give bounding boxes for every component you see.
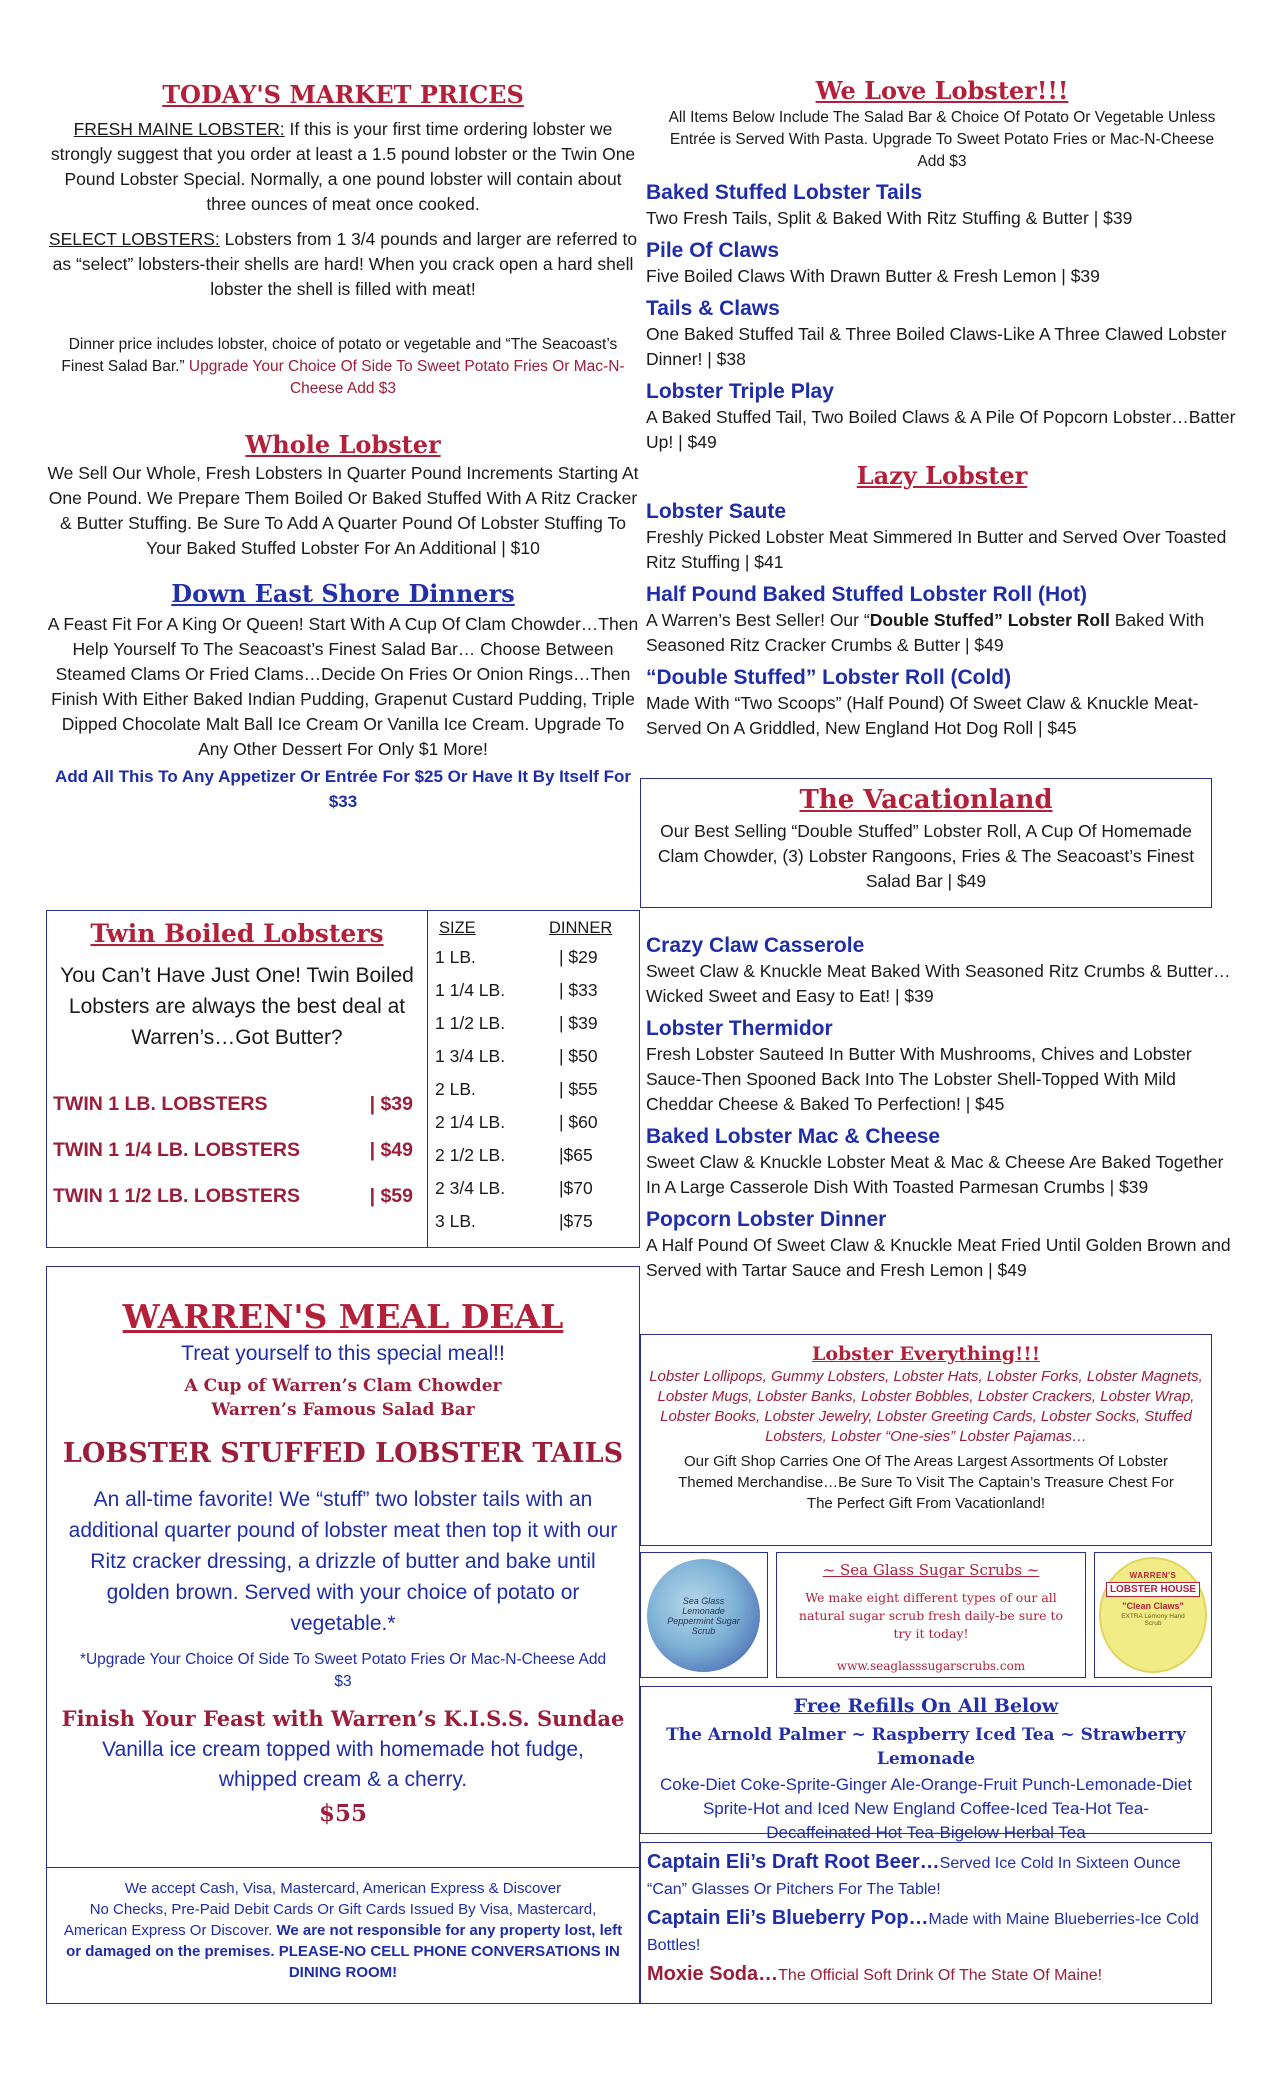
free-refills-title: Free Refills On All Below: [793, 1695, 1059, 1717]
size-row: 1 3/4 LB. | $50: [435, 1046, 598, 1066]
vacationland-box: [640, 778, 1212, 908]
menu-item: Crazy Claw Casserole Sweet Claw & Knuckle Meat Baked With Seasoned Ritz Crumbs & Butter…Wicked Sweet and Easy to Eat! | $39: [646, 934, 1231, 1006]
scrub-jar-image: [647, 1559, 760, 1672]
twin-specials: [53, 1081, 413, 1219]
left-column: [46, 80, 640, 814]
scrub-jar-label: Sea Glass Lemonade Peppermint Sugar Scrub: [667, 1595, 740, 1636]
size-row: 1 1/2 LB. | $39: [435, 1013, 598, 1033]
meal-deal-box: [46, 1266, 640, 2004]
menu-item: Lobster Triple Play A Baked Stuffed Tail, Two Boiled Claws & A Pile Of Popcorn Lobster…Batter Up! | $49: [646, 380, 1236, 452]
refills-specialty-drinks: The Arnold Palmer ~ Raspberry Iced Tea ~ Strawberry Lemonade: [666, 1725, 1186, 1769]
select-lobster-label: SELECT LOBSTERS:: [48, 229, 220, 249]
lobster-everything-box: [640, 1334, 1212, 1546]
dinner-header: DINNER: [549, 918, 613, 937]
menu-item: Popcorn Lobster Dinner A Half Pound Of Sweet Claw & Knuckle Meat Fried Until Golden Brown and Served with Tartar Sauce and Fresh Lemon | $49: [646, 1208, 1231, 1280]
sodas-box: [640, 1842, 1212, 2004]
refills-drinks-list: Coke-Diet Coke-Sprite-Ginger Ale-Orange-Fruit Punch-Lemonade-Diet Sprite-Hot and Iced New England Coffee-Iced Tea-Hot Tea-Decaffeinated Hot Tea-Bigelow Herbal Tea: [660, 1775, 1192, 1842]
property-policy: We are not responsible for any property lost, left or damaged on the premises. PLEASE-NO CELL PHONE CONVERSATIONS IN DINING ROOM!: [66, 1922, 623, 1981]
lazy-lobster-title: Lazy Lobster: [856, 461, 1028, 490]
twin-title: Twin Boiled Lobsters: [90, 919, 384, 948]
twin-special-row: TWIN 1 1/4 LB. LOBSTERS | $49: [53, 1138, 413, 1161]
love-lobster-title: We Love Lobster!!!: [815, 76, 1069, 105]
dinner-upgrade-note: Upgrade Your Choice Of Side To Sweet Potato Fries Or Mac-N-Cheese Add $3: [184, 358, 625, 397]
fresh-lobster-text: If this is your first time ordering lobster we strongly suggest that you order at least a 1.5 pound lobster or the Twin One Pound Lobster Special. Normally, a one pound lobster will contain about three ounces of meat once cooked.: [50, 119, 636, 214]
twin-text: You Can’t Have Just One! Twin Boiled Lobsters are always the best deal at Warren’s…Got Butter?: [60, 964, 414, 1049]
menu-item: Lobster Thermidor Fresh Lobster Sauteed In Butter With Mushrooms, Chives and Lobster Sauce-Then Spooned Back Into The Lobster Shell-Topped With Mild Cheddar Cheese & Baked To Perfection! | $45: [646, 1017, 1192, 1114]
select-lobster-paragraph: [46, 227, 640, 302]
soda-item: Moxie Soda…The Official Soft Drink Of The State Of Maine!: [647, 1963, 1103, 1985]
vacationland-title: The Vacationland: [799, 785, 1053, 815]
twin-left-panel: [47, 911, 428, 1247]
down-east-add-text: Add All This To Any Appetizer Or Entrée For $25 Or Have It By Itself For $33: [55, 767, 631, 811]
menu-item: Pile Of Claws Five Boiled Claws With Drawn Butter & Fresh Lemon | $39: [646, 239, 1100, 286]
meal-deal-subtitle: LOBSTER STUFFED LOBSTER TAILS: [62, 1438, 624, 1469]
size-row: 2 LB. | $55: [435, 1079, 598, 1099]
soda-item: Captain Eli’s Draft Root Beer…Served Ice Cold In Sixteen Ounce “Can” Glasses Or Pitchers For The Table!: [647, 1851, 1181, 1898]
lobster-everything-items: Lobster Lollipops, Gummy Lobsters, Lobster Hats, Lobster Forks, Lobster Magnets, Lobster Mugs, Lobster Banks, Lobster Bobbles, Lobster Crackers, Lobster Wrap, Lobster Books, Lobster Jewelry, Lobster Greeting Cards, Lobster Socks, Stuffed Lobsters, Lobster “One-sies” Lobster Pajamas…: [649, 1368, 1203, 1445]
gift-shop-text: Our Gift Shop Carries One Of The Areas Largest Assortments Of Lobster Themed Merchandise…Be Sure To Visit The Captain’s Treasure Chest For The Perfect Gift From Vacationland!: [678, 1453, 1174, 1512]
payment-section: [47, 1867, 639, 1983]
sea-glass-scrubs-box: [776, 1552, 1086, 1678]
down-east-text: A Feast Fit For A King Or Queen! Start With A Cup Of Clam Chowder…Then Help Yourself To The Seacoast’s Finest Salad Bar… Choose Between Steamed Clams Or Fried Clams…Decide On Fries Or Onion Rings…Then Finish With Either Baked Indian Pudding, Grapenut Custard Pudding, Triple Dipped Chocolate Malt Ball Ice Cream Or Vanilla Ice Cream. Upgrade To Any Other Dessert For Only $1 More!: [47, 614, 639, 759]
sundae-text: Vanilla ice cream topped with homemade hot fudge, whipped cream & a cherry.: [102, 1738, 584, 1791]
meal-deal-text: An all-time favorite! We “stuff” two lobster tails with an additional quarter pound of lobster meat then top it with our Ritz cracker dressing, a drizzle of butter and bake until golden brown. Served with your choice of potato or vegetable.*: [68, 1488, 618, 1635]
select-lobster-text: Lobsters from 1 3/4 pounds and larger are referred to as “select” lobsters-their shells are hard! When you crack open a hard shell lobster the shell is filled with meat!: [52, 229, 638, 299]
dinner-price-note: Dinner price includes lobster, choice of potato or vegetable and “The Seacoast’s Finest Salad Bar.” Upgrade Your Choice Of Side To Sweet Potato Fries Or Mac-N-Cheese Add $3: [61, 336, 625, 397]
size-row: 2 3/4 LB. |$70: [435, 1178, 593, 1198]
market-prices-title: TODAY'S MARKET PRICES: [162, 80, 524, 109]
meal-deal-title: WARREN'S MEAL DEAL: [122, 1297, 564, 1336]
clean-claws-title: "Clean Claws": [1122, 1601, 1184, 1611]
down-east-title: Down East Shore Dinners: [171, 579, 515, 608]
right-column: [646, 76, 1238, 747]
free-refills-box: [640, 1686, 1212, 1842]
fresh-lobster-label: FRESH MAINE LOBSTER:: [73, 119, 285, 139]
menu-item: Half Pound Baked Stuffed Lobster Roll (Hot) A Warren’s Best Seller! Our “Double Stuffed” Lobster Roll Baked With Seasoned Ritz Cracker Crumbs & Butter | $49: [646, 583, 1205, 655]
twin-special-row: TWIN 1 1/2 LB. LOBSTERS | $59: [53, 1184, 413, 1207]
love-lobster-items: [646, 179, 1238, 455]
twin-special-row: TWIN 1 LB. LOBSTERS | $39: [53, 1092, 413, 1115]
sea-glass-text: We make eight different types of our all natural sugar scrub fresh daily-be sure to try it today!: [798, 1590, 1064, 1641]
twin-lobsters-box: [46, 910, 640, 1248]
menu-item: Baked Lobster Mac & Cheese Sweet Claw & Knuckle Lobster Meat & Mac & Cheese Are Baked Together In A Large Casserole Dish With Toasted Parmesan Crumbs | $39: [646, 1125, 1224, 1197]
whole-lobster-title: Whole Lobster: [245, 430, 441, 459]
clean-claws-jar-image: [1099, 1557, 1207, 1673]
lobster-everything-title: Lobster Everything!!!: [811, 1343, 1041, 1365]
love-lobster-note: All Items Below Include The Salad Bar & Choice Of Potato Or Vegetable Unless Entrée is Served With Pasta. Upgrade To Sweet Potato Fries or Mac-N-Cheese Add $3: [668, 109, 1216, 170]
meal-deal-chowder: A Cup of Warren’s Clam Chowder: [184, 1376, 502, 1396]
clean-claws-caption: EXTRA Lemony Hand Scrub: [1121, 1613, 1185, 1627]
menu-item: “Double Stuffed” Lobster Roll (Cold) Made With “Two Scoops” (Half Pound) Of Sweet Claw & Knuckle Meat-Served On A Griddled, New England Hot Dog Roll | $45: [646, 666, 1199, 738]
scrub-jar-left-box: [640, 1552, 768, 1678]
sundae-title: Finish Your Feast with Warren’s K.I.S.S. Sundae: [61, 1706, 625, 1731]
menu-item: Lobster Saute Freshly Picked Lobster Meat Simmered In Butter and Served Over Toasted Ritz Stuffing | $41: [646, 500, 1227, 572]
meal-deal-treat: Treat yourself to this special meal!!: [181, 1342, 505, 1365]
payment-accepted: We accept Cash, Visa, Mastercard, American Express & Discover: [124, 1880, 562, 1897]
casserole-items: [646, 932, 1238, 1289]
clean-claws-brand: WARREN'S: [1129, 1571, 1177, 1580]
size-price-table: [435, 915, 635, 1238]
meal-deal-upgrade: *Upgrade Your Choice Of Side To Sweet Potato Fries Or Mac-N-Cheese Add $3: [79, 1651, 607, 1690]
menu-item: Tails & Claws One Baked Stuffed Tail & Three Boiled Claws-Like A Three Clawed Lobster Dinner! | $38: [646, 297, 1227, 369]
lazy-lobster-items: [646, 498, 1238, 741]
size-table-header: [435, 915, 635, 941]
payment-policy: No Checks, Pre-Paid Debit Cards Or Gift Cards Issued By Visa, Mastercard, American Express Or Discover. We are not responsible for any property lost, left or damaged on the premises. PLEASE-NO CELL PHONE CONVERSATIONS IN DINING ROOM!: [63, 1901, 623, 1981]
sea-glass-title: ~ Sea Glass Sugar Scrubs ~: [822, 1561, 1040, 1579]
size-row: 2 1/2 LB. |$65: [435, 1145, 593, 1165]
soda-item: Captain Eli’s Blueberry Pop…Made with Maine Blueberries-Ice Cold Bottles!: [647, 1907, 1199, 1954]
fresh-lobster-paragraph: [46, 117, 640, 217]
meal-deal-price: $55: [318, 1800, 367, 1827]
menu-item: Baked Stuffed Lobster Tails Two Fresh Tails, Split & Baked With Ritz Stuffing & Butter | $39: [646, 181, 1133, 228]
size-header: SIZE: [439, 918, 476, 937]
vacationland-text: Our Best Selling “Double Stuffed” Lobster Roll, A Cup Of Homemade Clam Chowder, (3) Lobster Rangoons, Fries & The Seacoast’s Finest Salad Bar | $49: [657, 821, 1195, 891]
size-row: 3 LB. |$75: [435, 1211, 593, 1231]
sea-glass-url: www.seaglasssugarscrubs.com: [836, 1659, 1026, 1673]
clean-claws-logo: LOBSTER HOUSE: [1106, 1582, 1200, 1597]
meal-deal-salad-bar: Warren’s Famous Salad Bar: [211, 1400, 475, 1420]
size-row: 1 1/4 LB. | $33: [435, 980, 598, 1000]
scrub-jar-right-box: [1094, 1552, 1212, 1678]
size-row: 1 LB. | $29: [435, 947, 598, 967]
whole-lobster-text: We Sell Our Whole, Fresh Lobsters In Quarter Pound Increments Starting At One Pound. We Prepare Them Boiled Or Baked Stuffed With A Ritz Cracker & Butter Stuffing. Be Sure To Add A Quarter Pound Of Lobster Stuffing To Your Baked Stuffed Lobster For An Additional | $10: [47, 463, 639, 558]
size-row: 2 1/4 LB. | $60: [435, 1112, 598, 1132]
